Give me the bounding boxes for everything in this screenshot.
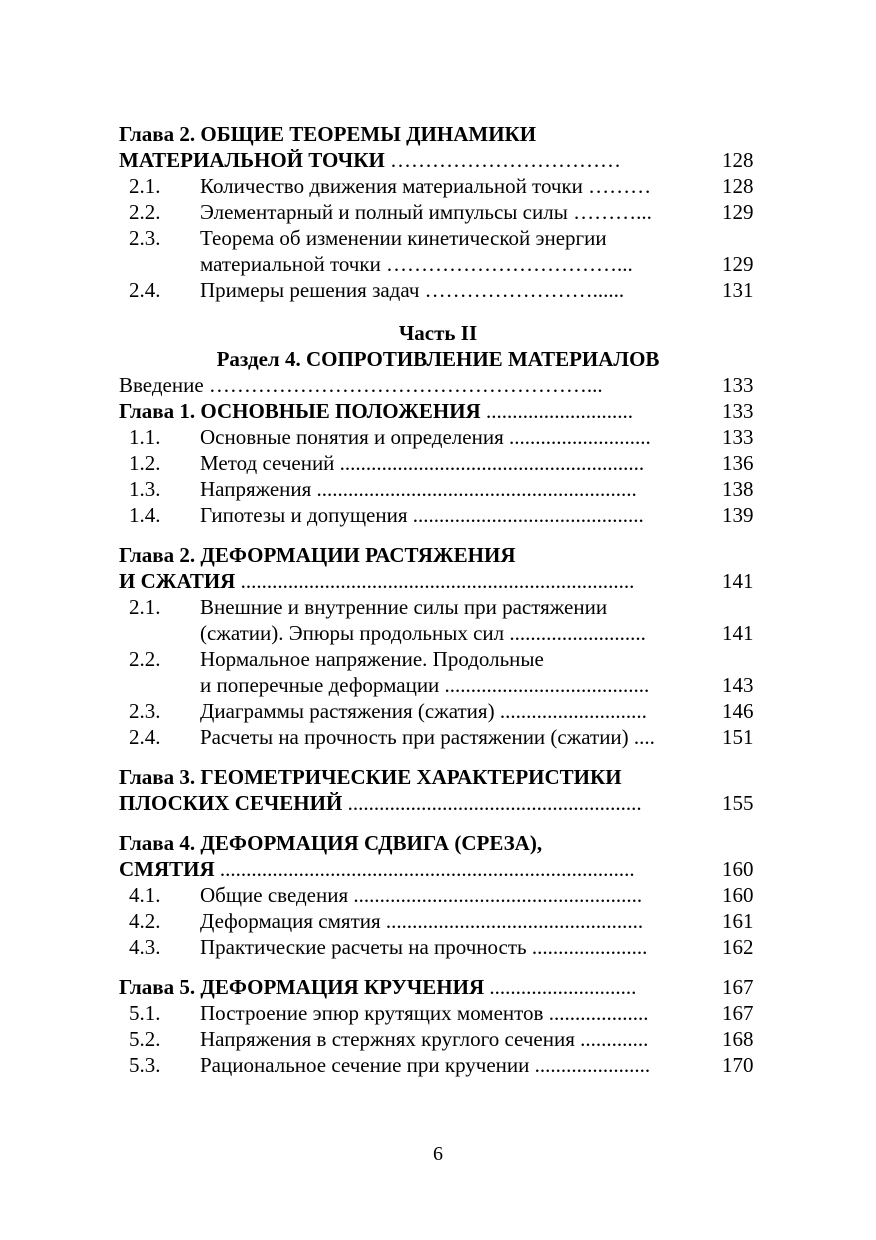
chapter-title-line: Глава 4. ДЕФОРМАЦИЯ СДВИГА (СРЕЗА),: [119, 831, 543, 855]
entry-text: Напряжения в стержнях круглого сечения .............: [200, 1027, 649, 1051]
toc-entry-intro[interactable]: [0, 372, 876, 398]
dot-leader: ...............................................................................: [214, 857, 635, 881]
part-heading: [0, 320, 876, 346]
chapter-title: Глава 1. ОСНОВНЫЕ ПОЛОЖЕНИЯ: [119, 399, 481, 423]
toc-entry[interactable]: [0, 908, 876, 934]
toc-chapter-title: [0, 830, 876, 856]
entry-text: Диаграммы растяжения (сжатия) ............................: [200, 699, 647, 723]
entry-text: и поперечные деформации .......................................: [200, 673, 650, 697]
entry-number: 2.3.: [129, 226, 161, 250]
toc-chapter-entry[interactable]: [0, 398, 876, 424]
entry-text: Внешние и внутренние силы при растяжении: [200, 595, 608, 619]
entry-text: материальной точки ……………………………...: [200, 252, 633, 276]
entry-text: Теорема об изменении кинетической энергии: [200, 226, 607, 250]
toc-entry[interactable]: [0, 724, 876, 750]
toc-chapter-entry[interactable]: [0, 974, 876, 1000]
chapter-title-line: МАТЕРИАЛЬНОЙ ТОЧКИ: [119, 148, 385, 172]
entry-number: 2.2.: [129, 200, 161, 224]
entry-number: 1.1.: [129, 425, 161, 449]
page-number: 167: [722, 975, 754, 999]
page-number: 160: [722, 857, 754, 881]
toc-entry[interactable]: [0, 424, 876, 450]
page-number: 128: [722, 148, 754, 172]
chapter-title-line: Глава 2. ДЕФОРМАЦИИ РАСТЯЖЕНИЯ: [119, 543, 516, 567]
entry-text: Примеры решения задач ……………………......: [200, 278, 625, 302]
entry-number: 2.4.: [129, 725, 161, 749]
toc-entry[interactable]: [0, 173, 876, 199]
chapter-title-line: Глава 3. ГЕОМЕТРИЧЕСКИЕ ХАРАКТЕРИСТИКИ: [119, 765, 622, 789]
entry-number: 5.3.: [129, 1053, 161, 1077]
entry-text: Элементарный и полный импульсы силы ………...: [200, 200, 652, 224]
toc-chapter-entry[interactable]: [0, 790, 876, 816]
toc-entry[interactable]: [0, 646, 876, 672]
page-number: 155: [722, 791, 754, 815]
page-number: 146: [722, 699, 754, 723]
entry-number: 4.2.: [129, 909, 161, 933]
page-number: 129: [722, 252, 754, 276]
toc-entry[interactable]: [0, 199, 876, 225]
entry-text: Основные понятия и определения ...........................: [200, 425, 651, 449]
toc-entry[interactable]: [0, 1026, 876, 1052]
entry-number: 2.4.: [129, 278, 161, 302]
dot-leader: ............................: [480, 399, 633, 423]
entry-number: 5.1.: [129, 1001, 161, 1025]
toc-chapter-entry[interactable]: [0, 147, 876, 173]
toc-chapter-entry[interactable]: [0, 568, 876, 594]
page-number: 151: [722, 725, 754, 749]
page-number: 141: [722, 621, 754, 645]
entry-text: Гипотезы и допущения ............................................: [200, 503, 644, 527]
page-number: 139: [722, 503, 754, 527]
toc-chapter-entry[interactable]: [0, 856, 876, 882]
page-number: 133: [722, 373, 754, 397]
page-number: 138: [722, 477, 754, 501]
entry-text: Напряжения .............................................................: [200, 477, 637, 501]
toc-entry[interactable]: [0, 882, 876, 908]
page-number: 136: [722, 451, 754, 475]
toc-entry[interactable]: [0, 698, 876, 724]
toc-chapter-title: [0, 121, 876, 147]
page-number: 162: [722, 935, 754, 959]
page-number: 129: [722, 200, 754, 224]
entry-text: Рациональное сечение при кручении ......................: [200, 1053, 651, 1077]
toc-entry[interactable]: [0, 476, 876, 502]
toc-entry[interactable]: [0, 594, 876, 620]
section-heading: [0, 346, 876, 372]
dot-leader: ........................................................: [342, 791, 642, 815]
toc-entry[interactable]: [0, 502, 876, 528]
entry-text: Общие сведения .......................................................: [200, 883, 643, 907]
chapter-title-line: ПЛОСКИХ СЕЧЕНИЙ: [119, 791, 343, 815]
page-number: 168: [722, 1027, 754, 1051]
toc-chapter-title: [0, 542, 876, 568]
part-title: Часть II: [398, 321, 478, 345]
toc-entry[interactable]: [0, 934, 876, 960]
entry-text: Нормальное напряжение. Продольные: [200, 647, 544, 671]
entry-text: Построение эпюр крутящих моментов ...................: [200, 1001, 649, 1025]
page-number: 170: [722, 1053, 754, 1077]
entry-text: Расчеты на прочность при растяжении (сжатии) ....: [200, 725, 655, 749]
toc-entry[interactable]: [0, 277, 876, 303]
toc-entry[interactable]: [0, 450, 876, 476]
entry-text: Практические расчеты на прочность ......................: [200, 935, 648, 959]
toc-entry[interactable]: [0, 1000, 876, 1026]
toc-entry-continuation[interactable]: [0, 251, 876, 277]
page-number: 128: [722, 174, 754, 198]
dot-leader: ...........................................................................: [235, 569, 635, 593]
page-number: 143: [722, 673, 754, 697]
page-number: 160: [722, 883, 754, 907]
entry-text: Метод сечений ..........................................................: [200, 451, 645, 475]
entry-number: 2.1.: [129, 174, 161, 198]
chapter-title-line: И СЖАТИЯ: [119, 569, 236, 593]
footer-page-number: 6: [433, 1143, 443, 1165]
entry-text: Введение ………………………………………………...: [119, 373, 603, 397]
chapter-title-line: Глава 2. ОБЩИЕ ТЕОРЕМЫ ДИНАМИКИ: [119, 122, 537, 146]
entry-number: 1.3.: [129, 477, 161, 501]
entry-number: 1.4.: [129, 503, 161, 527]
dot-leader: ............................: [484, 975, 637, 999]
chapter-title: Глава 5. ДЕФОРМАЦИЯ КРУЧЕНИЯ: [119, 975, 485, 999]
entry-number: 5.2.: [129, 1027, 161, 1051]
toc-entry-continuation[interactable]: [0, 672, 876, 698]
entry-number: 2.2.: [129, 647, 161, 671]
entry-text: Количество движения материальной точки ………: [200, 174, 652, 198]
dot-leader: ……………………………: [384, 148, 622, 172]
entry-number: 1.2.: [129, 451, 161, 475]
toc-entry-continuation[interactable]: [0, 620, 876, 646]
page-number: 141: [722, 569, 754, 593]
entry-number: 2.1.: [129, 595, 161, 619]
entry-number: 4.3.: [129, 935, 161, 959]
page-number: 167: [722, 1001, 754, 1025]
toc-chapter-title: [0, 764, 876, 790]
toc-entry[interactable]: [0, 1052, 876, 1078]
entry-number: 4.1.: [129, 883, 161, 907]
toc-entry[interactable]: [0, 225, 876, 251]
entry-number: 2.3.: [129, 699, 161, 723]
chapter-title-line: СМЯТИЯ: [119, 857, 215, 881]
page-number: 133: [722, 425, 754, 449]
entry-text: (сжатии). Эпюры продольных сил ..........................: [200, 621, 646, 645]
page-number: 131: [722, 278, 754, 302]
entry-text: Деформация смятия .................................................: [200, 909, 644, 933]
page-number: 133: [722, 399, 754, 423]
page-number: 161: [722, 909, 754, 933]
section-title: Раздел 4. СОПРОТИВЛЕНИЕ МАТЕРИАЛОВ: [216, 347, 660, 371]
